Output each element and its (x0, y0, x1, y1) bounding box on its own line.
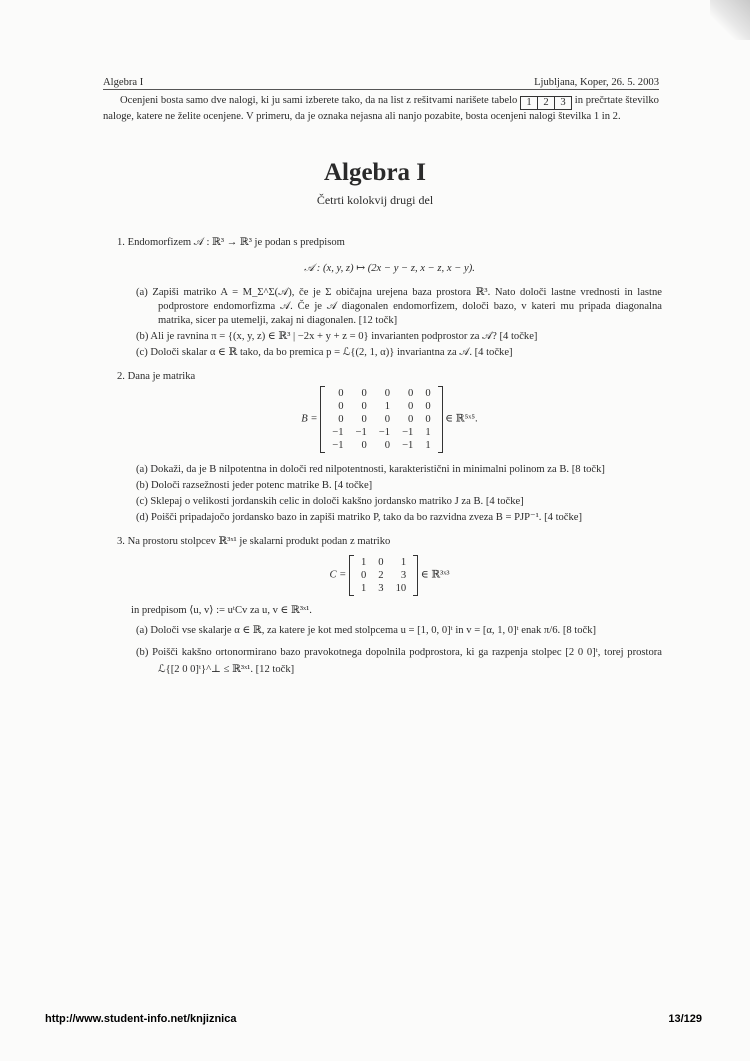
matrix-cell: −1 (332, 427, 344, 438)
matrix-cell: 0 (338, 388, 344, 399)
box-3: 3 (554, 97, 571, 109)
matrix-cell: −1 (402, 427, 414, 438)
matrix-cell: 0 (425, 401, 431, 412)
problem-1-formula: 𝒜 : (x, y, z) ↦ (2x − y − z, x − z, x − y). (304, 263, 475, 274)
problem-3-statement: 3. Na prostoru stolpcev ℝ³ˣ¹ je skalarni produkt podan z matriko (117, 536, 391, 547)
matrix-row (355, 569, 412, 582)
matrix-c (349, 555, 418, 596)
matrix-cell: 1 (425, 427, 431, 438)
matrix-cell: 1 (400, 557, 407, 568)
place-date: Ljubljana, Koper, 26. 5. 2003 (534, 77, 659, 88)
matrix-cell: 0 (408, 401, 414, 412)
matrix-cell: 0 (361, 440, 367, 451)
problem-1a: (a) Zapiši matriko A = M_Σ^Σ(𝒜), če je Σ običajna urejena baza prostora ℝ³. Nato določi lastne vrednosti in lastne podprostore endomorfizma 𝒜. Če je 𝒜 diagonalen endomorfizem, določi bazo, v kateri mu pripada diagonalna matrika, sicer pa utemelji, zakaj ni diagonalen. [12 točk] (136, 287, 662, 326)
matrix-grid (355, 556, 412, 595)
matrix-cell: 3 (378, 583, 384, 594)
box-2: 2 (537, 97, 554, 109)
matrix-cell: 0 (338, 401, 344, 412)
page-number: 13/129 (668, 1013, 702, 1025)
matrix-cell: 0 (425, 414, 431, 425)
matrix-b (320, 386, 442, 453)
matrix-c-set: ∈ ℝ³ˣ³ (420, 569, 450, 581)
matrix-row (326, 413, 436, 426)
matrix-cell: 0 (361, 401, 367, 412)
problems (117, 236, 662, 678)
inner-product-definition: in predpisom ⟨u, v⟩ := uᵗCv za u, v ∈ ℝ³ˣ¹. (131, 605, 312, 616)
matrix-cell: 1 (384, 401, 391, 412)
instructions (103, 94, 659, 124)
problem-selection-table (520, 96, 572, 110)
matrix-cell: 0 (384, 388, 391, 399)
matrix-cell: 1 (425, 440, 431, 451)
matrix-b-set: ∈ ℝ⁵ˣ⁵. (445, 413, 478, 425)
matrix-cell: 3 (400, 570, 407, 581)
matrix-cell: 1 (360, 557, 367, 568)
problem-2-statement: 2. Dana je matrika (117, 371, 196, 382)
instructions-text: Ocenjeni bosta samo dve nalogi, ki ju sami izberete tako, da na list z rešitvami narišete tabelo (120, 95, 518, 106)
matrix-row (326, 387, 436, 400)
problem-1b: (b) Ali je ravnina π = {(x, y, z) ∈ ℝ³ | −2x + y + z = 0} invarianten podprostor za 𝒜? [4 točke] (136, 331, 538, 342)
matrix-cell: 0 (361, 388, 367, 399)
matrix-cell: 2 (378, 570, 384, 581)
matrix-b-label: B = (301, 413, 318, 425)
matrix-row (326, 400, 436, 413)
box-1: 1 (526, 97, 532, 108)
matrix-cell: 0 (338, 414, 344, 425)
spacer (117, 360, 662, 370)
problem-2b: (b) Določi razsežnosti jeder potenc matrike B. [4 točke] (136, 480, 373, 491)
matrix-row (326, 439, 436, 452)
matrix-b-block (117, 386, 662, 453)
footer-url: http://www.student-info.net/knjiznica (45, 1013, 237, 1025)
matrix-cell: 0 (384, 440, 391, 451)
page-title: Algebra I (323, 159, 427, 186)
matrix-cell: −1 (378, 427, 391, 438)
matrix-c-block (117, 555, 662, 596)
matrix-cell: 10 (395, 583, 407, 594)
matrix-cell: 0 (384, 414, 391, 425)
problem-2a: (a) Dokaži, da je B nilpotentna in določi red nilpotentnosti, karakteristični in minimalni polinom za B. [8 točk] (136, 464, 605, 475)
matrix-row (355, 556, 412, 569)
matrix-cell: −1 (332, 440, 344, 451)
scan-corner-shadow (710, 0, 750, 40)
spacer (117, 525, 662, 535)
matrix-cell: −1 (355, 427, 367, 438)
matrix-cell: 0 (360, 570, 367, 581)
problem-3b: (b) Poišči kakšno ortonormirano bazo pravokotnega dopolnila podprostora, ki ga razpenja stolpec [2 0 0]ᵗ, torej prostora ℒ{[2 0 0]ᵗ}^⊥ ≤ ℝ³ˣ¹. [12 točk] (136, 647, 662, 675)
page-subtitle: Četrti kolokvij drugi del (316, 193, 434, 207)
matrix-cell: 1 (360, 583, 367, 594)
problem-3a: (a) Določi vse skalarje α ∈ ℝ, za katere je kot med stolpcema u = [1, 0, 0]ᵗ in v = [α, 1, 0]ᵗ enak π/6. [8 točk] (136, 625, 597, 636)
matrix-row (355, 582, 412, 595)
matrix-c-label: C = (329, 569, 347, 581)
problem-1-statement: 1. Endomorfizem 𝒜 : ℝ³ → ℝ³ je podan s predpisom (117, 237, 345, 248)
problem-2c: (c) Sklepaj o velikosti jordanskih celic in določi kakšno jordansko matriko J za B. [4 točke] (136, 496, 524, 507)
problem-1c: (c) Določi skalar α ∈ ℝ tako, da bo premica p = ℒ{(2, 1, α)} invariantna za 𝒜. [4 točke] (136, 347, 513, 358)
matrix-grid (326, 387, 436, 452)
matrix-cell: −1 (402, 440, 414, 451)
problem-2d: (d) Poišči pripadajočo jordansko bazo in zapiši matriko P, tako da bo razvidna zveza B = PJP⁻¹. [4 točke] (136, 512, 583, 523)
matrix-cell: 0 (408, 388, 414, 399)
instructions-text-2: in prečrtate številko naloge, katere ne želite ocenjene. V primeru, da je oznaka nejasna ali nanjo pozabite, bosta ocenjeni nalogi številka 1 in 2. (103, 95, 659, 122)
matrix-cell: 0 (361, 414, 367, 425)
course-name: Algebra I (103, 77, 144, 88)
page-header (103, 76, 659, 90)
matrix-cell: 0 (408, 414, 414, 425)
matrix-row (326, 426, 436, 439)
matrix-cell: 0 (425, 388, 431, 399)
matrix-cell: 0 (378, 557, 384, 568)
